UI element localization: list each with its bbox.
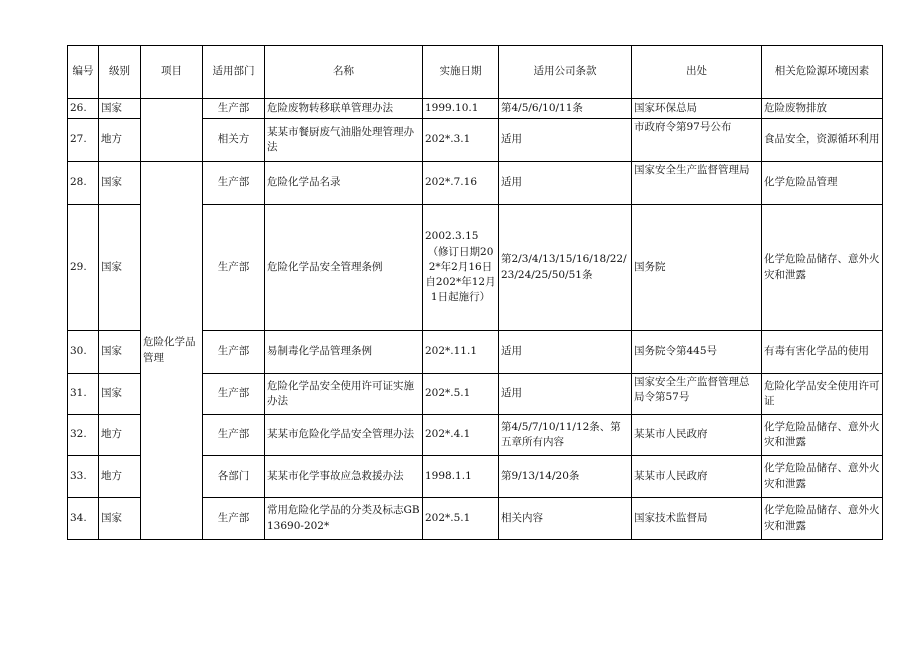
cell-date: 1999.10.1 — [423, 99, 499, 119]
header-date: 实施日期 — [423, 46, 499, 99]
cell-level: 地方 — [99, 119, 141, 162]
cell-clause: 第4/5/6/10/11条 — [499, 99, 632, 119]
cell-no: 30. — [68, 331, 99, 374]
cell-level: 国家 — [99, 205, 141, 331]
cell-no: 27. — [68, 119, 99, 162]
cell-date: 202*.5.1 — [423, 498, 499, 540]
cell-date: 202*.7.16 — [423, 162, 499, 205]
cell-no: 28. — [68, 162, 99, 205]
cell-date: 202*.11.1 — [423, 331, 499, 374]
cell-source: 国家安全生产监督管理局 — [632, 162, 762, 205]
cell-source: 国务院 — [632, 205, 762, 331]
cell-factor: 化学危险品储存、意外火灾和泄露 — [762, 456, 883, 498]
cell-project-group: 危险化学品管理 — [141, 162, 203, 540]
header-clause: 适用公司条款 — [499, 46, 632, 99]
cell-no: 31. — [68, 374, 99, 415]
cell-factor: 有毒有害化学品的使用 — [762, 331, 883, 374]
header-project: 项目 — [141, 46, 203, 99]
cell-source: 国家技术监督局 — [632, 498, 762, 540]
cell-level: 国家 — [99, 99, 141, 119]
cell-project-empty — [141, 99, 203, 162]
cell-dept: 生产部 — [203, 99, 265, 119]
cell-name: 危险化学品安全使用许可证实施办法 — [265, 374, 423, 415]
cell-source: 某某市人民政府 — [632, 415, 762, 456]
table-row — [68, 99, 883, 119]
cell-level: 国家 — [99, 331, 141, 374]
cell-no: 26. — [68, 99, 99, 119]
cell-source: 某某市人民政府 — [632, 456, 762, 498]
header-no: 编号 — [68, 46, 99, 99]
cell-source: 国家环保总局 — [632, 99, 762, 119]
cell-factor: 危险废物排放 — [762, 99, 883, 119]
cell-source — [632, 374, 762, 415]
cell-level: 地方 — [99, 456, 141, 498]
cell-no: 32. — [68, 415, 99, 456]
header-dept: 适用部门 — [203, 46, 265, 99]
cell-clause: 适用 — [499, 331, 632, 374]
cell-clause: 第9/13/14/20条 — [499, 456, 632, 498]
cell-dept: 生产部 — [203, 205, 265, 331]
cell-dept: 相关方 — [203, 119, 265, 162]
table-row — [68, 162, 883, 205]
cell-level: 国家 — [99, 374, 141, 415]
cell-factor: 化学危险品储存、意外火灾和泄露 — [762, 205, 883, 331]
cell-clause: 适用 — [499, 162, 632, 205]
cell-dept: 各部门 — [203, 456, 265, 498]
cell-factor: 化学危险品管理 — [762, 162, 883, 205]
header-name: 名称 — [265, 46, 423, 99]
cell-factor: 危险化学品安全使用许可证 — [762, 374, 883, 415]
cell-dept: 生产部 — [203, 162, 265, 205]
header-source: 出处 — [632, 46, 762, 99]
cell-name: 危险废物转移联单管理办法 — [265, 99, 423, 119]
header-row — [68, 46, 883, 99]
cell-dept: 生产部 — [203, 374, 265, 415]
cell-clause: 第4/5/7/10/11/12条、第五章所有内容 — [499, 415, 632, 456]
cell-date-group — [423, 205, 499, 331]
cell-clause: 第2/3/4/13/15/16/18/22/23/24/25/50/51条 — [499, 205, 632, 331]
cell-no: 34. — [68, 498, 99, 540]
cell-no: 33. — [68, 456, 99, 498]
cell-clause: 适用 — [499, 374, 632, 415]
cell-dept: 生产部 — [203, 498, 265, 540]
cell-source-text: 国家安全生产监督管理总局令第57号 — [634, 376, 750, 403]
cell-name: 易制毒化学品管理条例 — [265, 331, 423, 374]
cell-clause: 相关内容 — [499, 498, 632, 540]
cell-source: 市政府令第97号公布 — [632, 119, 762, 162]
cell-name: 某某市危险化学品安全管理办法 — [265, 415, 423, 456]
cell-date-note: （修订日期202*年2月16日自202*年12月1日起施行） — [425, 245, 496, 304]
cell-date: 202*.5.1 — [423, 374, 499, 415]
cell-level: 国家 — [99, 498, 141, 540]
cell-dept: 生产部 — [203, 415, 265, 456]
cell-date: 202*.3.1 — [423, 119, 499, 162]
cell-no: 29. — [68, 205, 99, 331]
cell-date: 1998.1.1 — [423, 456, 499, 498]
cell-name: 某某市餐厨废气油脂处理管理办法 — [265, 119, 423, 162]
cell-name: 某某市化学事故应急救援办法 — [265, 456, 423, 498]
cell-source: 国务院令第445号 — [632, 331, 762, 374]
cell-level: 地方 — [99, 415, 141, 456]
cell-name: 危险化学品名录 — [265, 162, 423, 205]
cell-dept: 生产部 — [203, 331, 265, 374]
header-level: 级别 — [99, 46, 141, 99]
header-factor: 相关危险源环境因素 — [762, 46, 883, 99]
cell-name: 常用危险化学品的分类及标志GB13690-202* — [265, 498, 423, 540]
cell-date: 202*.4.1 — [423, 415, 499, 456]
cell-level: 国家 — [99, 162, 141, 205]
regulation-table — [67, 45, 883, 540]
cell-name: 危险化学品安全管理条例 — [265, 205, 423, 331]
cell-factor: 化学危险品储存、意外火灾和泄露 — [762, 498, 883, 540]
cell-clause: 适用 — [499, 119, 632, 162]
cell-factor: 化学危险品储存、意外火灾和泄露 — [762, 415, 883, 456]
cell-factor: 食品安全，资源循环利用 — [762, 119, 883, 162]
cell-date: 2002.3.15 — [425, 230, 479, 243]
